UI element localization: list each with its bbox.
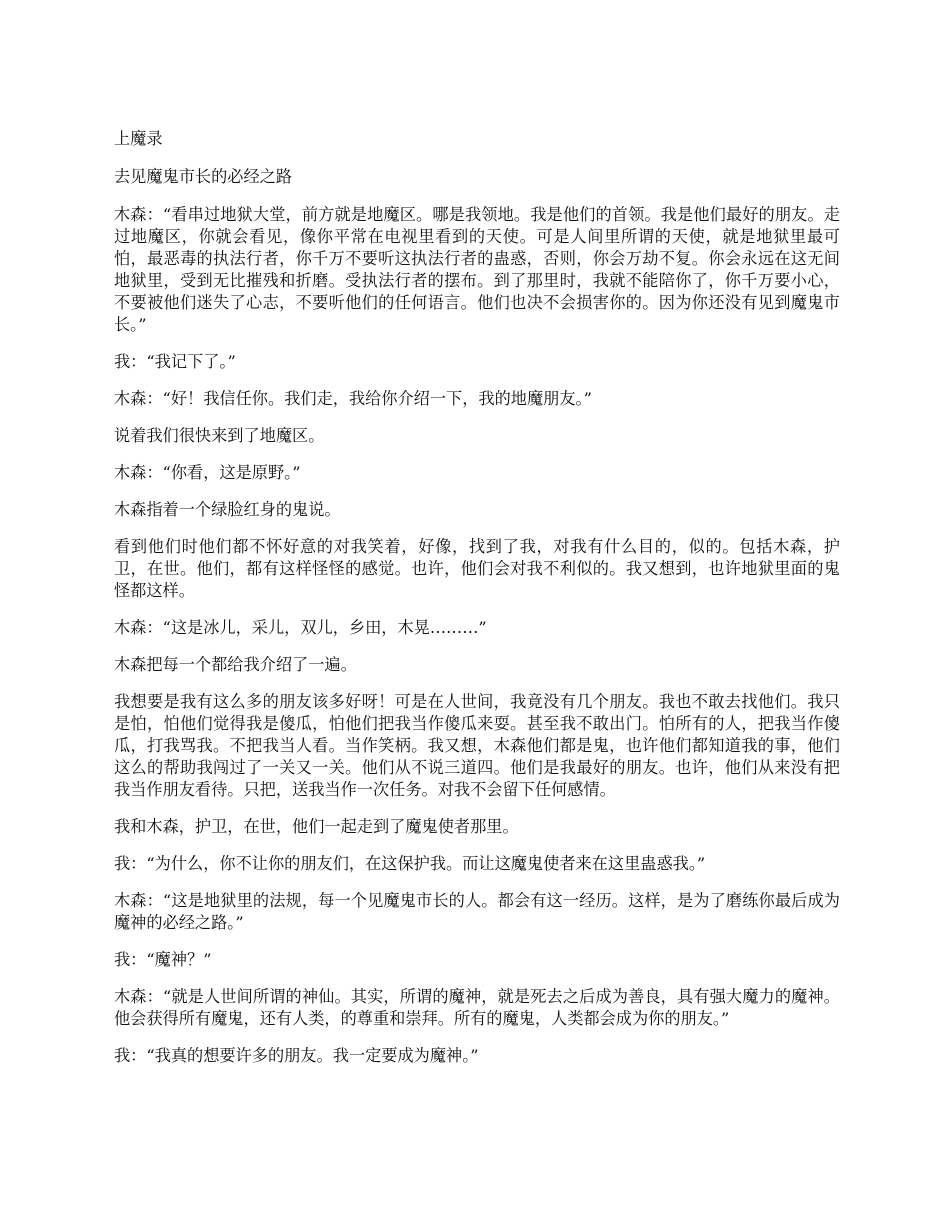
paragraph: 木森：“这是冰儿，采儿，双儿，乡田，木晃………” — [114, 618, 487, 637]
paragraph: 我：“魔神？” — [114, 950, 212, 969]
paragraph: 木森把每一个都给我介绍了一遍。 — [114, 655, 357, 674]
paragraph: 木森：“好！我信任你。我们走，我给你介绍一下，我的地魔朋友。” — [114, 389, 592, 408]
paragraph: 我想要是我有这么多的朋友该多好呀！可是在人世间，我竟没有几个朋友。我也不敢去找他们。我只是怕，怕他们觉得我是傻瓜，怕他们把我当作傻瓜来耍。甚至我不敢出门。怕所有的人，把我当作傻瓜，打我骂我。不把我当人看。当作笑柄。我又想，木森他们都是鬼，也许他们都知道我的事，他们这么的帮助我闯过了一关又一关。他们从不说三道四。他们是我最好的朋友。也许，他们从来没有把我当作朋友看待。只把，送我当作一次任务。对我不会留下任何感情。 — [114, 692, 840, 799]
paragraph: 我：“为什么，你不让你的朋友们，在这保护我。而让这魔鬼使者来在这里蛊惑我。” — [114, 854, 706, 873]
paragraph: 木森指着一个绿脸红身的鬼说。 — [114, 500, 341, 519]
paragraph: 我：“我真的想要许多的朋友。我一定要成为魔神。” — [114, 1046, 479, 1065]
paragraph: 木森：“你看，这是原野。” — [114, 463, 301, 482]
paragraph: 木森：“看串过地狱大堂，前方就是地魔区。哪是我领地。我是他们的首领。我是他们最好的朋友。走过地魔区，你就会看见，像你平常在电视里看到的天使。可是人间里所谓的天使，就是地狱里最可怕，最恶毒的执法行者，你千万不要听这执法行者的蛊惑，否则，你会万劫不复。你会永远在这无间地狱里，受到无比摧残和折磨。受执法行者的摆布。到了那里时，我就不能陪你了，你千万要小心，不要被他们迷失了心志，不要听他们的任何语言。他们也决不会损害你的。因为你还没有见到魔鬼市长。” — [114, 205, 840, 334]
section-heading: 去见魔鬼市长的必经之路 — [114, 167, 293, 186]
paragraph: 木森：“就是人世间所谓的神仙。其实，所谓的魔神，就是死去之后成为善良，具有强大魔力的魔神。他会获得所有魔鬼，还有人类，的尊重和崇拜。所有的魔鬼，人类都会成为你的朋友。” — [114, 987, 840, 1028]
paragraph: 说着我们很快来到了地魔区。 — [114, 426, 325, 445]
paragraph: 木森：“这是地狱里的法规，每一个见魔鬼市长的人。都会有这一经历。这样，是为了磨练你最后成为魔神的必经之路。” — [114, 891, 840, 932]
paragraph: 看到他们时他们都不怀好意的对我笑着，好像，找到了我，对我有什么目的，似的。包括木森，护卫，在世。他们，都有这样怪怪的感觉。也许，他们会对我不利似的。我又想到，也许地狱里面的鬼怪都这样。 — [114, 537, 840, 600]
document-title: 上魔录 — [114, 129, 163, 148]
paragraph: 我：“我记下了。” — [114, 352, 236, 371]
paragraph: 我和木森，护卫，在世，他们一起走到了魔鬼使者那里。 — [114, 817, 519, 836]
